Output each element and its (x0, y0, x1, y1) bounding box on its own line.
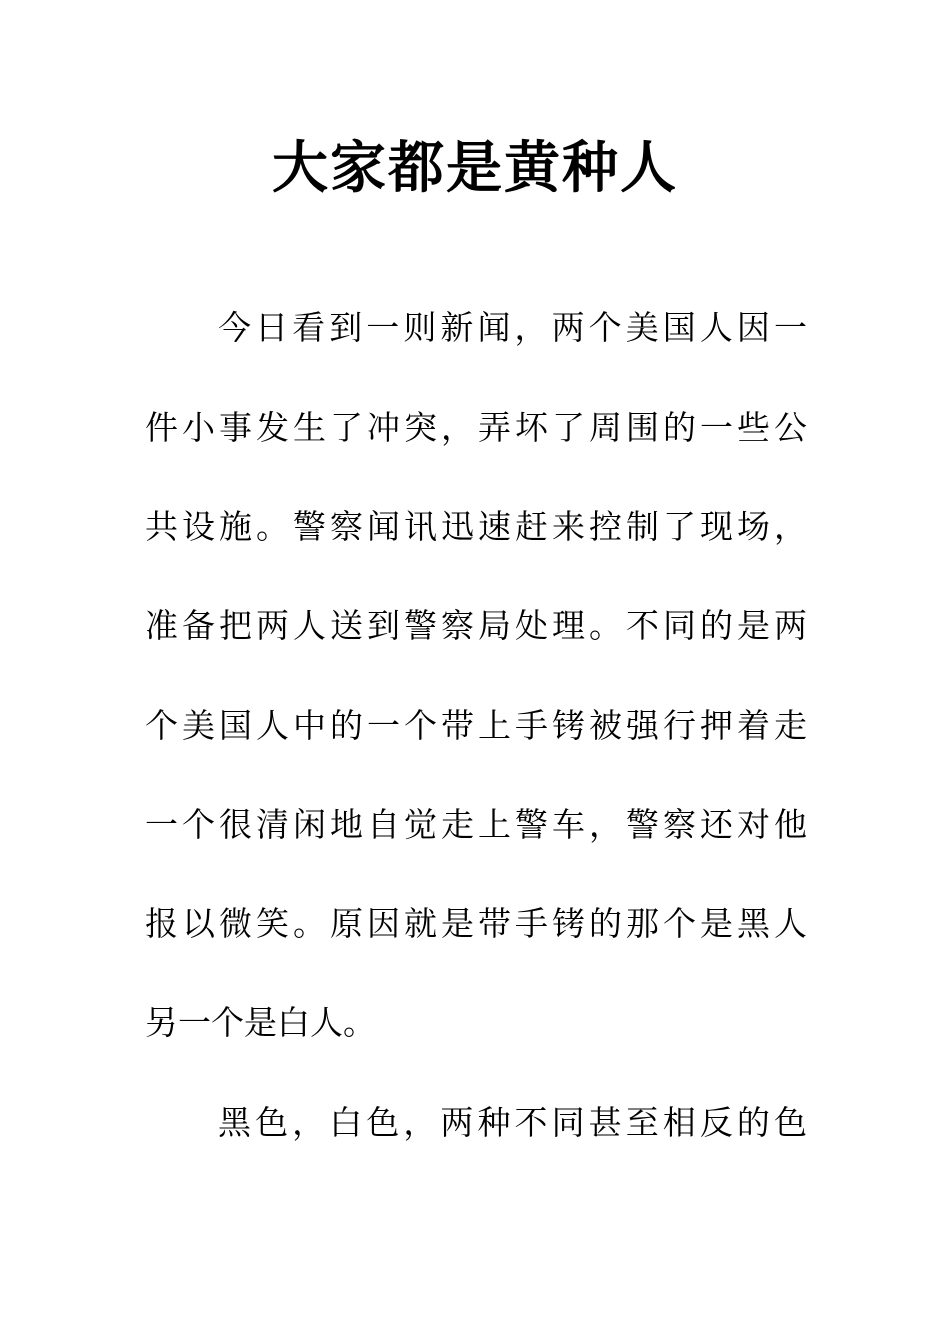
paragraph-line-3: 共设施。警察闻讯迅速赶来控制了现场， (145, 507, 807, 546)
paragraph-line-7: 报以微笑。原因就是带手铐的那个是黑人 (145, 904, 807, 943)
paragraph-line-8: 另一个是白人。 (145, 1003, 376, 1042)
paragraph-line-9: 黑色，白色，两种不同甚至相反的色 (218, 1103, 807, 1142)
paragraph-line-2: 件小事发生了冲突，弄坏了周围的一些公 (145, 408, 807, 447)
document-title: 大家都是黄种人 (272, 135, 678, 201)
paragraph-line-5: 个美国人中的一个带上手铐被强行押着走 (145, 706, 807, 745)
paragraph-line-4: 准备把两人送到警察局处理。不同的是两 (145, 606, 807, 645)
paragraph-line-6: 一个很清闲地自觉走上警车，警察还对他 (145, 805, 807, 844)
paragraph-line-1: 今日看到一则新闻，两个美国人因一 (218, 308, 807, 347)
